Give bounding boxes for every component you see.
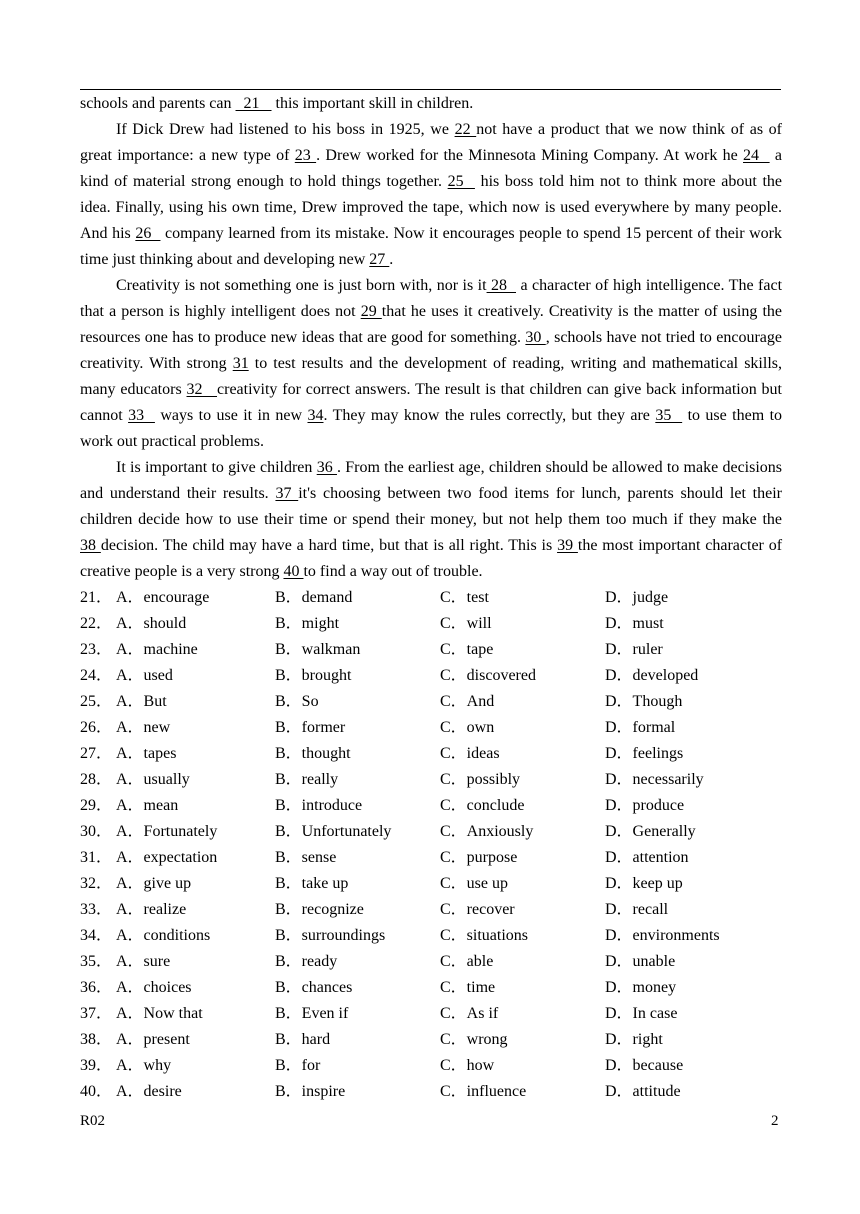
blank-number: 24 bbox=[743, 147, 770, 164]
page-code: R02 bbox=[80, 1113, 106, 1129]
question-row bbox=[80, 949, 780, 975]
option-a: A．But bbox=[116, 693, 167, 710]
question-number: 24． bbox=[80, 667, 113, 684]
option-b: B．walkman bbox=[275, 641, 361, 658]
question-number: 23． bbox=[80, 641, 113, 658]
option-b: B．for bbox=[275, 1057, 321, 1074]
option-d: D．money bbox=[605, 979, 677, 996]
option-d: D．ruler bbox=[605, 641, 663, 658]
passage-text: that he uses it creatively. Creativity is the matter of using the resources one has to produce new ideas that are good for something. bbox=[80, 303, 782, 346]
blank-number: 35 bbox=[655, 407, 683, 424]
question-number: 27． bbox=[80, 745, 113, 762]
option-b: B．chances bbox=[275, 979, 353, 996]
option-c: C．time bbox=[440, 979, 496, 996]
question-number: 29． bbox=[80, 797, 113, 814]
question-row bbox=[80, 975, 780, 1001]
option-a: A．usually bbox=[116, 771, 190, 788]
question-row bbox=[80, 793, 780, 819]
option-c: C．And bbox=[440, 693, 495, 710]
question-number: 37． bbox=[80, 1005, 113, 1022]
passage-text: schools and parents can bbox=[80, 95, 236, 112]
question-number: 28． bbox=[80, 771, 113, 788]
option-b: B．Even if bbox=[275, 1005, 349, 1022]
option-d: D．because bbox=[605, 1057, 684, 1074]
option-b: B．former bbox=[275, 719, 346, 736]
question-number: 33． bbox=[80, 901, 113, 918]
option-c: C．recover bbox=[440, 901, 515, 918]
option-b: B．ready bbox=[275, 953, 338, 970]
option-b: B．might bbox=[275, 615, 340, 632]
option-d: D．produce bbox=[605, 797, 685, 814]
question-number: 21． bbox=[80, 589, 113, 606]
passage-text: a character of high intelligence. The fact that a person is highly intelligent does not bbox=[80, 277, 783, 320]
option-a: A．expectation bbox=[116, 849, 218, 866]
blank-number: 34 bbox=[307, 407, 324, 424]
option-a: A．used bbox=[116, 667, 173, 684]
blank-number: 28 bbox=[486, 277, 516, 294]
question-number: 36． bbox=[80, 979, 113, 996]
option-b: B．sense bbox=[275, 849, 337, 866]
option-a: A．why bbox=[116, 1057, 172, 1074]
passage-text: . bbox=[389, 251, 394, 268]
blank-number: 26 bbox=[135, 225, 161, 242]
option-d: D．judge bbox=[605, 589, 669, 606]
option-d: D．must bbox=[605, 615, 664, 632]
option-d: D．right bbox=[605, 1031, 663, 1048]
passage-text: , schools have not tried to encourage creativity. With strong bbox=[80, 329, 782, 372]
question-row bbox=[80, 715, 780, 741]
question-number: 40． bbox=[80, 1083, 113, 1100]
blank-number: 39 bbox=[557, 537, 578, 554]
question-row bbox=[80, 741, 780, 767]
passage-text: decision. The child may have a hard time, but that is all right. This is bbox=[100, 537, 558, 554]
option-a: A．Now that bbox=[116, 1005, 203, 1022]
passage-paragraph bbox=[80, 117, 782, 273]
passage-paragraph bbox=[80, 91, 782, 117]
option-d: D．Though bbox=[605, 693, 683, 710]
option-a: A．Fortunately bbox=[116, 823, 218, 840]
option-d: D．In case bbox=[605, 1005, 678, 1022]
option-a: A．choices bbox=[116, 979, 192, 996]
question-number: 35． bbox=[80, 953, 113, 970]
passage-text: it's choosing between two food items for lunch, parents should let their children decide how to use their time or spend their money, but not help them too much if they make the bbox=[80, 485, 782, 528]
blank-number: 23 bbox=[294, 147, 317, 164]
passage-text: company learned from its mistake. Now it encourages people to spend 15 percent of their work time just thinking about and developing new bbox=[80, 225, 783, 268]
blank-number: 32 bbox=[186, 381, 218, 398]
blank-number: 33 bbox=[128, 407, 155, 424]
blank-number: 30 bbox=[525, 329, 546, 346]
option-a: A．sure bbox=[116, 953, 171, 970]
option-d: D．attitude bbox=[605, 1083, 681, 1100]
question-row bbox=[80, 585, 780, 611]
blank-number: 36 bbox=[316, 459, 337, 476]
option-d: D．unable bbox=[605, 953, 676, 970]
option-b: B．Unfortunately bbox=[275, 823, 392, 840]
passage-text: . From the earliest age, children should be allowed to make decisions and understand their results. bbox=[80, 459, 783, 502]
question-number: 22． bbox=[80, 615, 113, 632]
option-c: C．ideas bbox=[440, 745, 500, 762]
option-b: B．hard bbox=[275, 1031, 331, 1048]
option-b: B．take up bbox=[275, 875, 349, 892]
option-a: A．encourage bbox=[116, 589, 210, 606]
blank-number: 31 bbox=[232, 355, 249, 372]
option-a: A．should bbox=[116, 615, 187, 632]
question-number: 31． bbox=[80, 849, 113, 866]
option-b: B．introduce bbox=[275, 797, 363, 814]
passage-paragraph bbox=[80, 455, 782, 585]
option-c: C．wrong bbox=[440, 1031, 508, 1048]
question-number: 30． bbox=[80, 823, 113, 840]
question-row bbox=[80, 1053, 780, 1079]
option-d: D．formal bbox=[605, 719, 676, 736]
question-row bbox=[80, 1027, 780, 1053]
passage-text: . They may know the rules correctly, but they are bbox=[323, 407, 656, 424]
option-d: D．Generally bbox=[605, 823, 696, 840]
question-row bbox=[80, 1001, 780, 1027]
passage-text: this important skill in children. bbox=[271, 95, 474, 112]
option-c: C．possibly bbox=[440, 771, 521, 788]
question-row bbox=[80, 1079, 780, 1105]
option-b: B．brought bbox=[275, 667, 352, 684]
option-d: D．feelings bbox=[605, 745, 684, 762]
option-a: A．desire bbox=[116, 1083, 182, 1100]
question-number: 25． bbox=[80, 693, 113, 710]
option-a: A．conditions bbox=[116, 927, 211, 944]
option-b: B．So bbox=[275, 693, 319, 710]
blank-number: 40 bbox=[283, 563, 304, 580]
option-a: A．present bbox=[116, 1031, 190, 1048]
option-b: B．demand bbox=[275, 589, 353, 606]
header-rule bbox=[80, 89, 781, 90]
blank-number: 38 bbox=[80, 537, 101, 554]
passage-text: If Dick Drew had listened to his boss in 1925, we bbox=[116, 121, 455, 138]
option-d: D．keep up bbox=[605, 875, 683, 892]
option-a: A．tapes bbox=[116, 745, 177, 762]
blank-number: 22 bbox=[454, 121, 477, 138]
blank-number: 21 bbox=[235, 95, 272, 112]
option-b: B．really bbox=[275, 771, 339, 788]
cloze-passage bbox=[80, 91, 782, 585]
option-c: C．own bbox=[440, 719, 495, 736]
option-c: C．conclude bbox=[440, 797, 525, 814]
option-c: C．influence bbox=[440, 1083, 527, 1100]
option-a: A．mean bbox=[116, 797, 179, 814]
question-row bbox=[80, 871, 780, 897]
option-a: A．give up bbox=[116, 875, 192, 892]
answer-options-list bbox=[80, 585, 780, 1105]
question-row bbox=[80, 923, 780, 949]
blank-number: 37 bbox=[275, 485, 299, 502]
question-row bbox=[80, 767, 780, 793]
passage-text: ways to use it in new bbox=[154, 407, 308, 424]
option-c: C．how bbox=[440, 1057, 495, 1074]
option-d: D．environments bbox=[605, 927, 720, 944]
passage-text: to find a way out of trouble. bbox=[303, 563, 483, 580]
question-row bbox=[80, 897, 780, 923]
passage-text: Creativity is not something one is just born with, nor is it bbox=[116, 277, 487, 294]
option-b: B．surroundings bbox=[275, 927, 386, 944]
passage-paragraph bbox=[80, 273, 782, 455]
option-d: D．recall bbox=[605, 901, 669, 918]
option-c: C．use up bbox=[440, 875, 509, 892]
option-a: A．machine bbox=[116, 641, 198, 658]
option-c: C．tape bbox=[440, 641, 494, 658]
passage-text: the most important character of creative people is a very strong bbox=[80, 537, 783, 580]
option-d: D．necessarily bbox=[605, 771, 704, 788]
question-number: 38． bbox=[80, 1031, 113, 1048]
option-c: C．purpose bbox=[440, 849, 518, 866]
question-number: 39． bbox=[80, 1057, 113, 1074]
passage-text: It is important to give children bbox=[116, 459, 317, 476]
page-number: 2 bbox=[771, 1113, 779, 1129]
question-row bbox=[80, 663, 780, 689]
question-row bbox=[80, 637, 780, 663]
passage-text: a kind of material strong enough to hold things together. bbox=[80, 147, 783, 190]
passage-text: his boss told him not to think more about the idea. Finally, using his own time, Drew improved the tape, which now is used everywhere by many people. And his bbox=[80, 173, 783, 242]
option-b: B．recognize bbox=[275, 901, 364, 918]
question-number: 26． bbox=[80, 719, 113, 736]
option-a: A．new bbox=[116, 719, 171, 736]
question-number: 34． bbox=[80, 927, 113, 944]
option-b: B．thought bbox=[275, 745, 351, 762]
option-c: C．able bbox=[440, 953, 494, 970]
question-number: 32． bbox=[80, 875, 113, 892]
passage-text: to use them to work out practical problems. bbox=[80, 407, 783, 450]
passage-text: . Drew worked for the Minnesota Mining Company. At work he bbox=[316, 147, 744, 164]
option-d: D．developed bbox=[605, 667, 699, 684]
blank-number: 27 bbox=[369, 251, 390, 268]
passage-text: not have a product that we now think of as of great importance: a new type of bbox=[80, 121, 783, 164]
option-c: C．test bbox=[440, 589, 489, 606]
option-c: C．situations bbox=[440, 927, 529, 944]
question-row bbox=[80, 611, 780, 637]
question-row bbox=[80, 845, 780, 871]
option-d: D．attention bbox=[605, 849, 689, 866]
question-row bbox=[80, 689, 780, 715]
blank-number: 25 bbox=[447, 173, 475, 190]
passage-text: creativity for correct answers. The result is that children can give back information but cannot bbox=[80, 381, 782, 424]
option-c: C．discovered bbox=[440, 667, 536, 684]
blank-number: 29 bbox=[360, 303, 382, 320]
option-c: C．will bbox=[440, 615, 492, 632]
option-c: C．Anxiously bbox=[440, 823, 534, 840]
option-c: C．As if bbox=[440, 1005, 499, 1022]
option-a: A．realize bbox=[116, 901, 187, 918]
option-b: B．inspire bbox=[275, 1083, 346, 1100]
question-row bbox=[80, 819, 780, 845]
passage-text: to test results and the development of reading, writing and mathematical skills, many educators bbox=[80, 355, 782, 398]
